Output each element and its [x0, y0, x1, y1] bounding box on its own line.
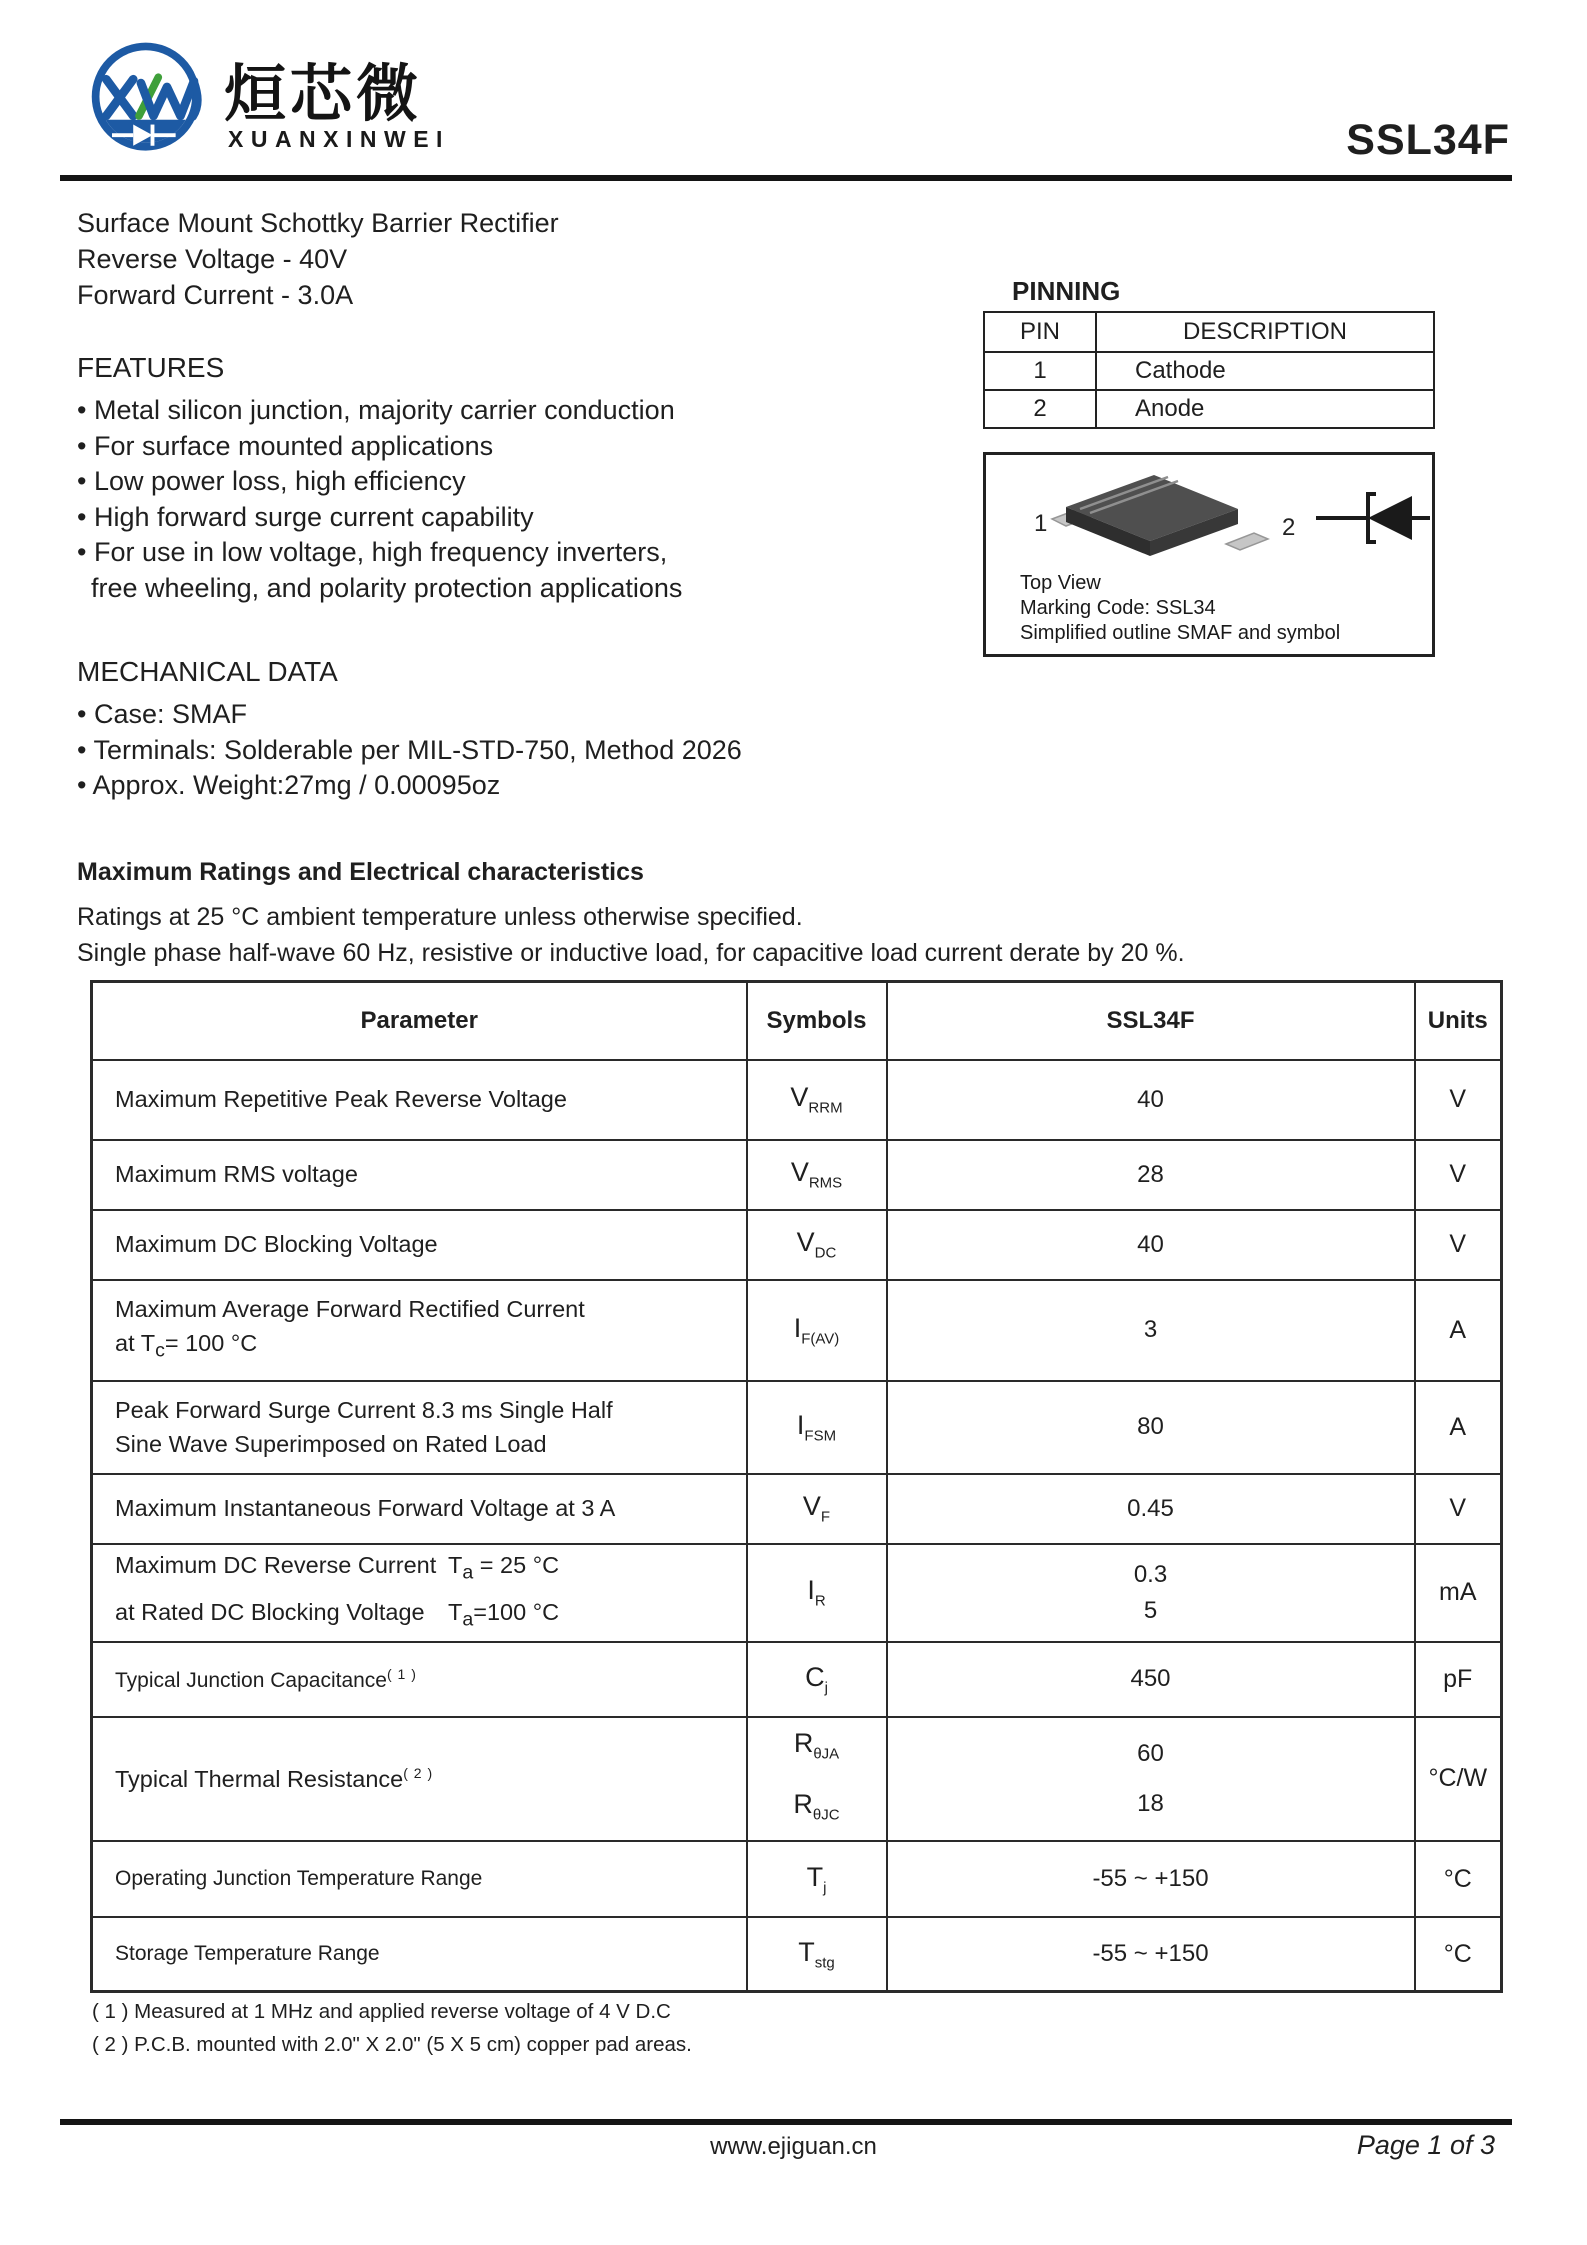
- spec-row-ifsm: Peak Forward Surge Current 8.3 ms Single Half Sine Wave Superimposed on Rated Load $I_{FSM}$ 80 A: [92, 1381, 1502, 1474]
- features-title: FEATURES: [77, 352, 225, 383]
- features-list: [77, 393, 682, 571]
- footer-page-number: Page 1 of 3: [1356, 2130, 1495, 2160]
- pin1-label: 1: [1034, 510, 1048, 537]
- mechanical-item: • Case: SMAF: [77, 697, 742, 733]
- pinning-title: PINNING: [1012, 276, 1121, 306]
- pinning-header-row: [984, 312, 1434, 352]
- pin-description: Anode: [1096, 390, 1434, 428]
- feature-item: • Metal silicon junction, majority carrier conduction: [77, 393, 682, 429]
- spec-row-vdc: Maximum DC Blocking Voltage $V_{DC}$ 40 V: [92, 1210, 1502, 1280]
- feature-item-continuation: free wheeling, and polarity protection applications: [91, 572, 683, 603]
- header-rule: [60, 175, 1512, 181]
- ratings-section: [77, 858, 1185, 971]
- ratings-note: Single phase half-wave 60 Hz, resistive or inductive load, for capacitive load current derate by 20 %.: [77, 939, 1185, 967]
- spec-row-cj: Typical Junction Capacitance$^{( 1 )}$ $C_j$ 450 pF: [92, 1642, 1502, 1717]
- pinning-row-cathode: [984, 352, 1434, 390]
- col-parameter: Parameter: [92, 982, 747, 1060]
- brand-logo-wrap: [85, 38, 220, 160]
- footer-rule: [60, 2119, 1512, 2125]
- description-line: Forward Current - 3.0A: [77, 280, 354, 310]
- pinning-table: [983, 311, 1435, 429]
- mechanical-data-title: MECHANICAL DATA: [77, 656, 338, 687]
- package-caption-line: Top View: [1020, 572, 1101, 594]
- pin-number: 2: [984, 390, 1096, 428]
- pinning-col-description: DESCRIPTION: [1096, 312, 1434, 352]
- spec-row-thermal-resistance: Typical Thermal Resistance$^{( 2 )}$ $R_{\theta JA}$ $R_{\theta JC}$ 60 18 °C/W: [92, 1717, 1502, 1842]
- description-line: Surface Mount Schottky Barrier Rectifier: [77, 208, 559, 238]
- feature-item: • High forward surge current capability: [77, 500, 682, 536]
- spec-header-row: [92, 982, 1502, 1060]
- col-units: Units: [1415, 982, 1502, 1060]
- package-outline-box: [983, 452, 1435, 657]
- ratings-note: Ratings at 25 °C ambient temperature unless otherwise specified.: [77, 903, 803, 931]
- description-line: Reverse Voltage - 40V: [77, 244, 348, 274]
- footnotes: [92, 1995, 692, 2061]
- package-caption-line: Marking Code: SSL34: [1020, 597, 1216, 619]
- spec-row-vrms: Maximum RMS voltage $V_{RMS}$ 28 V: [92, 1140, 1502, 1210]
- part-number-title: SSL34F: [1346, 116, 1510, 164]
- mechanical-data-section: [77, 656, 742, 804]
- features-section: [77, 352, 682, 607]
- spec-row-vf: Maximum Instantaneous Forward Voltage at 3 A $V_F$ 0.45 V: [92, 1474, 1502, 1544]
- mechanical-item: • Approx. Weight:27mg / 0.00095oz: [77, 768, 742, 804]
- pin-description: Cathode: [1096, 352, 1434, 390]
- package-caption-line: Simplified outline SMAF and symbol: [1020, 622, 1341, 644]
- brand-name-chinese: 烜芯微: [224, 60, 423, 129]
- ratings-title: Maximum Ratings and Electrical characteristics: [77, 858, 644, 886]
- pin2-label: 2: [1282, 514, 1296, 541]
- spec-row-ifav: Maximum Average Forward Rectified Current at $T_c= 100$ °C $I_{F(AV)}$ 3 A: [92, 1280, 1502, 1381]
- feature-item: • For surface mounted applications: [77, 429, 682, 465]
- feature-item: • For use in low voltage, high frequency inverters,: [77, 535, 682, 571]
- mechanical-item: • Terminals: Solderable per MIL-STD-750, Method 2026: [77, 733, 742, 769]
- product-description: [77, 205, 559, 313]
- col-ssl34f: SSL34F: [887, 982, 1415, 1060]
- col-symbols: Symbols: [747, 982, 887, 1060]
- footer-website: www.ejiguan.cn: [710, 2133, 877, 2160]
- package-drawing: [986, 461, 1432, 576]
- footnote-line: ( 2 ) P.C.B. mounted with 2.0" X 2.0" (5 X 5 cm) copper pad areas.: [92, 2033, 692, 2056]
- spec-row-tstg: Storage Temperature Range $T_{stg}$ -55 ~ +150 °C: [92, 1917, 1502, 1991]
- brand-name-english: XUANXINWEI: [228, 126, 450, 152]
- pinning-row-anode: [984, 390, 1434, 428]
- brand-logo-icon: [85, 38, 220, 160]
- spec-row-vrrm: Maximum Repetitive Peak Reverse Voltage $V_{RRM}$ 40 V: [92, 1060, 1502, 1140]
- feature-item: • Low power loss, high efficiency: [77, 464, 682, 500]
- mechanical-data-list: [77, 697, 742, 804]
- footnote-line: ( 1 ) Measured at 1 MHz and applied reverse voltage of 4 V D.C: [92, 2000, 671, 2023]
- pin-number: 1: [984, 352, 1096, 390]
- package-caption: [1020, 571, 1340, 646]
- spec-row-tj: Operating Junction Temperature Range $T_j$ -55 ~ +150 °C: [92, 1841, 1502, 1917]
- pinning-col-pin: PIN: [984, 312, 1096, 352]
- spec-row-ir: Maximum DC Reverse Current $T_a = 25$ °C at Rated DC Blocking Voltage $T_a=100$ °C $I_R$ 0.3 5 mA: [92, 1544, 1502, 1642]
- spec-table: [90, 980, 1503, 1993]
- diode-symbol-icon: [1316, 494, 1430, 542]
- package-lead-right: [1226, 533, 1268, 550]
- logo-letters-xw: [106, 77, 198, 117]
